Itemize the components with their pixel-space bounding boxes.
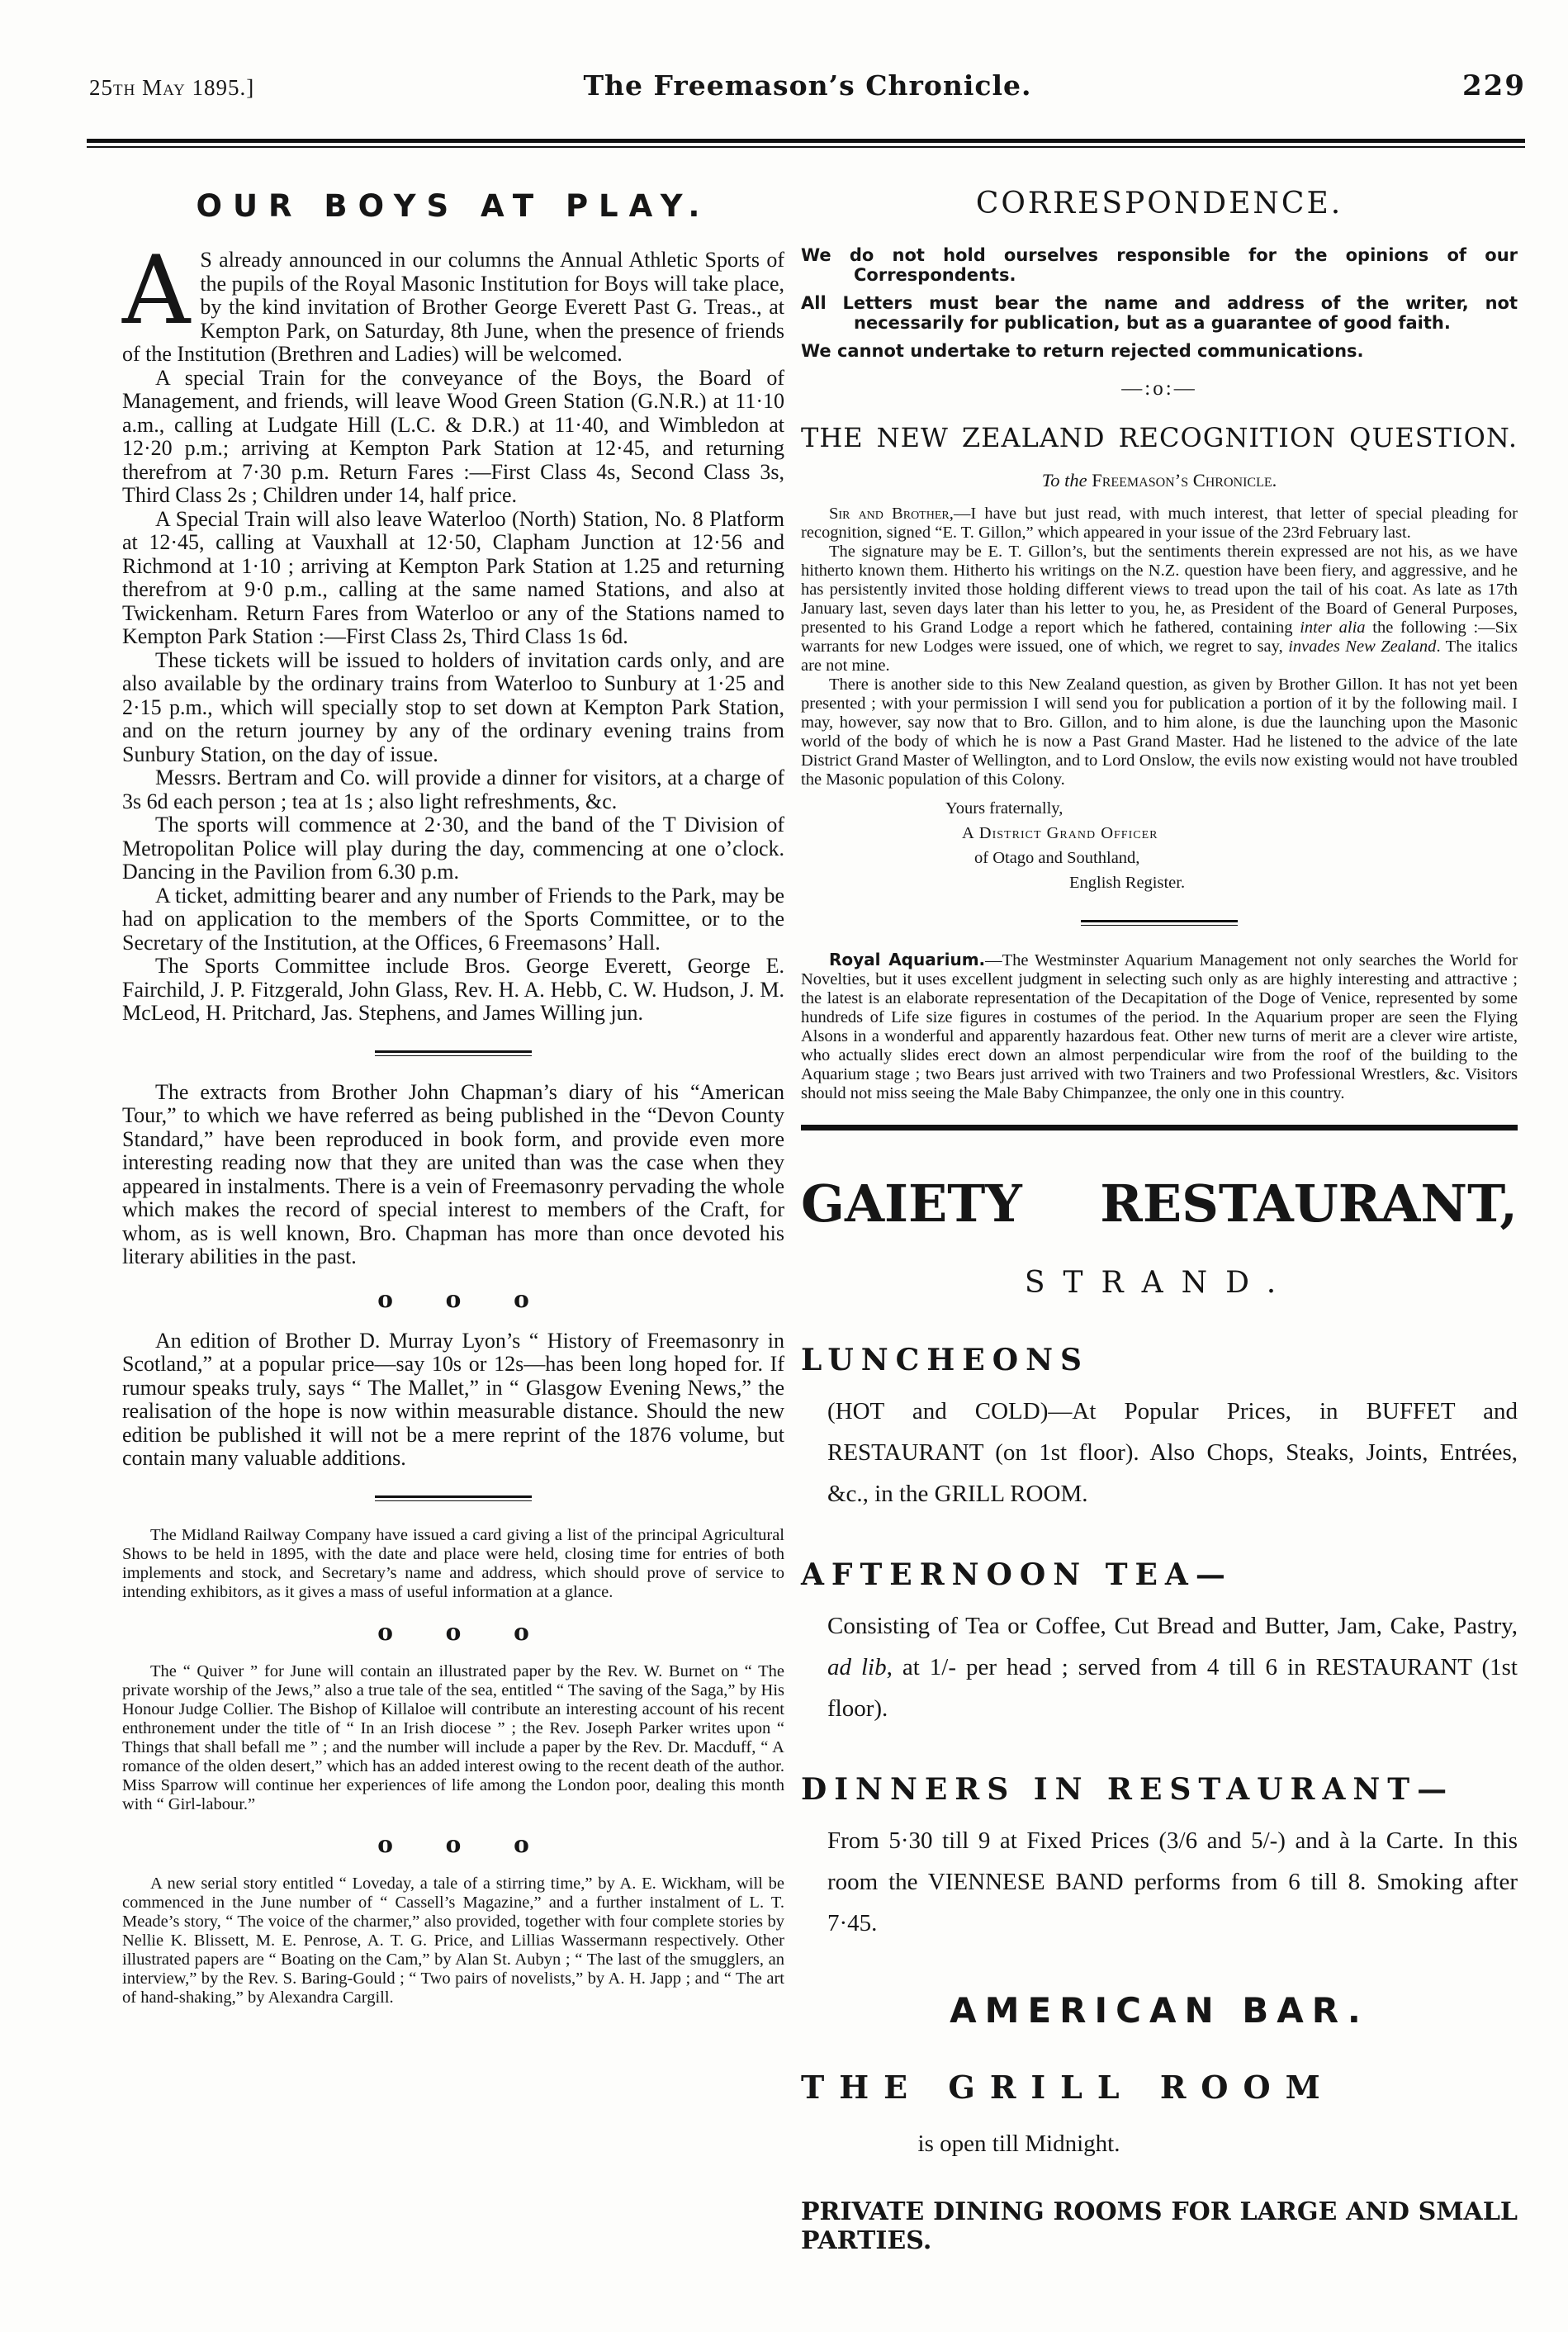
dinners-heading: DINNERS IN RESTAURANT— (801, 1772, 1455, 1807)
paragraph-text: S already announced in our columns the Annual Athletic Sports of the pupils of the Royal Masonic Institution for Boys will take place, by the kind invitation of Brother George Everett Past G. Treas., at Kempton Park, on Saturday, 8th June, when the presence of friends of the Institution (Brethren and Ladies) will be welcomed. (122, 248, 784, 366)
paragraph-text: . The italics are not mine. (801, 638, 1518, 675)
ooo-separator: o o o (377, 1618, 529, 1646)
right-column (801, 187, 1518, 2255)
letter-salutation-line (801, 470, 1518, 491)
heavy-rule (801, 1125, 1518, 1130)
chronicle-name: Freemason’s Chronicle. (1092, 470, 1277, 491)
emphasised-phrase: invades New Zealand (1288, 638, 1437, 656)
section-divider (375, 1050, 532, 1056)
article-paragraph: The sports will commence at 2·30, and the band of the T Division of Metropolitan Police will play during the day, commencing at one o’clock. Dancing in the Pavilion from 6.30 p.m. (122, 813, 784, 884)
header-rule (87, 139, 1525, 148)
article-paragraph: A special Train for the conveyance of the Boys, the Board of Management, and friends, will leave Wood Green Station (G.N.R.) at 11·10 a.m., calling at Ludgate Hill (L.C. & D.R.) at 11·40, and Wimbledon at 12·20 p.m.; arriving at Kempton Park Station at 12·45, and returning therefrom at 7·30 p.m. Return Fares :—First Class 4s, Second Class 3s, Third Class 2s ; Children under 14, half price. (122, 365, 784, 507)
article-paragraph: Messrs. Bertram and Co. will provide a dinner for visitors, at a charge of 3s 6d each person ; tea at 1s ; also light refreshments, &c. (122, 765, 784, 813)
section-divider (1081, 920, 1238, 926)
article-paragraph: A ticket, admitting bearer and any number of Friends to the Park, may be had on application to the members of the Sports Committee, or to the Secretary of the Institution, at the Offices, 6 Freemasons’ Hall. (122, 883, 784, 955)
ooo-separator: o o o (377, 1285, 529, 1313)
letter-title: THE NEW ZEALAND RECOGNITION QUESTION. (801, 422, 1518, 453)
paragraph-text: —The Westminster Aquarium Management not only searches the World for Novelties, but it uses excellent judgment in selecting such only as are highly interesting and attractive ; the latest is an elaborate representation of the Decapitation of the Doge of Venice, represented by some hundreds of Life size figures in costumes of the period. In the Aquarium proper are seen the Flying Alsons in a wonderful and apparently hazardous feat. Other new turns of merit are a clever wire artiste, who actually slides erect down an almost perpendicular wire from the roof of the building to the Aquarium stage ; two Bears just arrived with two Trainers and two Professional Wrestlers, &c. Visitors should not miss seeing the Male Baby Chimpanzee, the only one in this country. (801, 951, 1518, 1102)
signature-name: A District Grand Officer (962, 824, 1158, 842)
grill-room-heading: THE GRILL ROOM (801, 2069, 1335, 2106)
publication-title: The Freemason’s Chronicle. (583, 69, 1032, 102)
ad-lib-phrase: ad lib (827, 1654, 887, 1680)
aquarium-note (801, 950, 1518, 1103)
correspondence-notice: We do not hold ourselves responsible for the opinions of our Correspondents. (801, 245, 1518, 285)
private-dining-line: PRIVATE DINING ROOMS FOR LARGE AND SMALL PARTIES. (801, 2197, 1518, 2255)
dinners-body: From 5·30 till 9 at Fixed Prices (3/6 and 5/-) and à la Carte. In this room the VIENNESE BAND performs from 6 till 8. Smoking after 7·45. (827, 1827, 1518, 1936)
left-column (122, 188, 784, 2007)
article-paragraph (122, 235, 784, 367)
paragraph-text: —I have but just read, with much interest, that letter of special pleading for recognition, signed “E. T. Gillon,” which appeared in your issue of the 23rd February last. (801, 505, 1518, 542)
ornament-separator: —:o:— (1121, 377, 1197, 400)
aquarium-lead: Royal Aquarium. (829, 950, 986, 969)
letter-paragraph (801, 505, 1518, 543)
grill-room-body: is open till Midnight. (917, 2131, 1120, 2157)
letter-opener: Sir and Brother, (829, 505, 954, 523)
correspondence-notice: We cannot undertake to return rejected communications. (801, 341, 1364, 361)
ooo-separator: o o o (377, 1830, 529, 1858)
advert-title: GAIETY RESTAURANT, (801, 1173, 1518, 1234)
page-number: 229 (1462, 69, 1526, 102)
signature-register: English Register. (1069, 874, 1186, 892)
paragraph-text: The signature may be E. T. Gillon’s, but the sentiments therein expressed are not his, as we have hitherto known them. Hitherto his writings on the N.Z. question have been fiery, and aggressive, and he has persistently invited those holding different views to tread upon the tail of his coat. As late as 17th January last, seven days later than his letter to you, he, as President of the Board of General Purposes, presented to his Grand Lodge a report which he fathered, containing (801, 543, 1518, 637)
afternoon-tea-heading: AFTERNOON TEA— (801, 1557, 1233, 1592)
news-paragraph-chapman: The extracts from Brother John Chapman’s diary of his “American Tour,” to which we have referred as being published in the “Devon County Standard,” have been reproduced in book form, and provide even more interesting reading now that they are united than was the case when they appeared in instalments. There is a vein of Freemasonry pervading the whole which makes the record of special interest to members of the Craft, for whom, as is well known, Bro. Chapman has more than once devoted his literary abilities in the past. (122, 1079, 784, 1268)
news-paragraph-quiver: The “ Quiver ” for June will contain an illustrated paper by the Rev. W. Burnet on “ The private worship of the Jews,” also a true tale of the sea, entitled “ The saving of the Saga,” by His Honour Judge Collier. The Bishop of Killaloe will contribute an interesting account of his recent enthronement under the title of “ In an Irish diocese ” ; the Rev. Joseph Parker writes upon “ Things that shall befall me ” ; and the number will include a paper by the Rev. Dr. Macduff, “ A romance of the olden desert,” which has an added interest owing to the recent death of the author. Miss Sparrow will continue her experiences of life among the London poor, dealing this month with “ Girl-labour.” (122, 1661, 784, 1813)
signature-closing: Yours fraternally, (945, 799, 1063, 818)
news-paragraph-lyon: An edition of Brother D. Murray Lyon’s “ History of Freemasonry in Scotland,” at a popular price—say 10s or 12s—has been long hoped for. If rumour speaks truly, says “ The Mallet,” in “ Glasgow Evening News,” the realisation of the hope is now within measurable distance. Should the new edition be published it will not be a mere reprint of the 1876 volume, but contain many valuable additions. (122, 1328, 784, 1470)
letter-paragraph: There is another side to this New Zealand question, as given by Brother Gillon. It has not yet been presented ; with your permission I will send you for publication a portion of it by the following mail. I may, however, say now that to Bro. Gillon, and to him alone, is due the launching upon the Masonic world of the body of which he is now a Past Grand Master. Had he listened to the advice of the late District Grand Master of Wellington, and to Lord Onslow, the evils now existing would not have troubled the Masonic population of this Colony. (801, 675, 1518, 789)
issue-date: 25th May 1895.] (89, 75, 255, 100)
article-paragraph: The Sports Committee include Bros. George Everett, George E. Fairchild, J. P. Fitzgerald, John Glass, Rev. H. A. Hebb, C. W. Hudson, J. M. McLeod, H. Pritchard, Jas. Stephens, and James Willing jun. (122, 954, 784, 1025)
to-the-text: To the (1041, 470, 1092, 491)
letter-paragraph (801, 543, 1518, 675)
american-bar-heading: AMERICAN BAR. (950, 1990, 1369, 2031)
signature-district: of Otago and Southland, (974, 849, 1140, 867)
paragraph-text: , at 1/- per head ; served from 4 till 6 in RESTAURANT (1st floor). (827, 1654, 1518, 1722)
paragraph-text: Consisting of Tea or Coffee, Cut Bread and Butter, Jam, Cake, Pastry, (827, 1613, 1518, 1639)
correspondence-title: CORRESPONDENCE. (975, 187, 1343, 220)
news-paragraph-loveday: A new serial story entitled “ Loveday, a tale of a stirring time,” by A. E. Wickham, will be commenced in the June number of “ Cassell’s Magazine,” and a further instalment of L. T. Meade’s story, “ The voice of the charmer,” also provided, together with four complete stories by Nellie K. Blissett, M. E. Penrose, A. T. G. Price, and Lillias Wassermann respectively. Other illustrated papers are “ Boating on the Cam,” by Alan St. Aubyn ; “ The last of the smugglers, an interview,” by the Rev. S. Baring-Gould ; “ Two pairs of novelists,” by A. H. Japp ; and “ The art of hand-shaking,” by Alexandra Cargill. (122, 1874, 784, 2007)
article-title: OUR BOYS AT PLAY. (196, 188, 711, 224)
gaiety-restaurant-advert (801, 1175, 1518, 2255)
correspondence-notice: All Letters must bear the name and address of the writer, not necessarily for publication, but as a guarantee of good faith. (801, 293, 1518, 333)
latin-phrase: inter alia (1300, 619, 1366, 637)
article-paragraph: These tickets will be issued to holders of invitation cards only, and are also available by the ordinary trains from Waterloo to Sunbury at 1·25 and 2·15 p.m., which will specially stop to set down at Kempton Park Station, and on the return journey by any of the ordinary evening trains from Sunbury Station, on the day of issue. (122, 647, 784, 766)
article-paragraph: A Special Train will also leave Waterloo (North) Station, No. 8 Platform at 12·45, calling at Vauxhall at 12·50, Clapham Junction at 12·56 and Richmond at 1·10 ; arriving at Kempton Park Station at 1.25 and returning therefrom at 9·0 p.m., calling at the same named Stations, and also at Twickenham. Return Fares from Waterloo or any of the Stations named to Kempton Park Station :—First Class 2s, Third Class 1s 6d. (122, 506, 784, 648)
paragraph-text: the following :—Six warrants for new Lodges were issued, one of which, we regret to say, (801, 619, 1518, 656)
advert-subtitle: STRAND. (1024, 1266, 1295, 1300)
page-header (89, 69, 1526, 102)
section-divider (375, 1495, 532, 1501)
afternoon-tea-body (801, 1605, 1518, 1729)
luncheons-body: (HOT and COLD)—At Popular Prices, in BUFFET and RESTAURANT (on 1st floor). Also Chops, Steaks, Joints, Entrées, &c., in the GRILL ROOM. (827, 1398, 1518, 1507)
news-paragraph-midland: The Midland Railway Company have issued a card giving a list of the principal Agricultural Shows to be held in 1895, with the date and place were held, closing time for entries of both implements and stock, and Secretary’s name and address, which should prove of service to intending exhibitors, as it gives a mass of useful information at a glance. (122, 1525, 784, 1601)
drop-cap: A (122, 235, 191, 345)
luncheons-heading: LUNCHEONS (801, 1343, 1090, 1377)
